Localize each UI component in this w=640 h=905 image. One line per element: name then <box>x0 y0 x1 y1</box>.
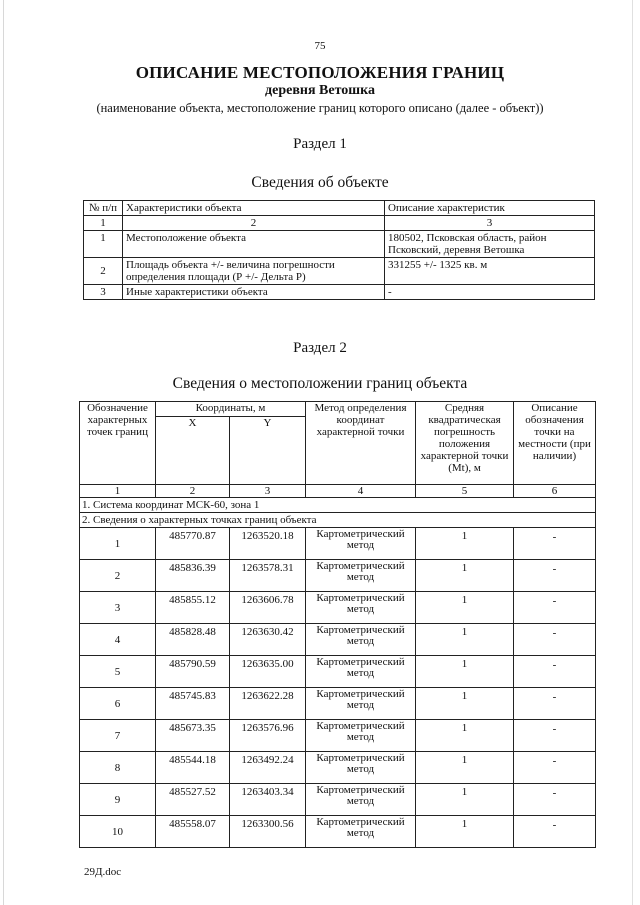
col-number: 1 <box>80 485 156 498</box>
point-x: 485673.35 <box>156 720 230 752</box>
point-x: 485745.83 <box>156 688 230 720</box>
row-value: 180502, Псковская область, район Псковский, деревня Ветошка <box>385 231 595 258</box>
point-error: 1 <box>416 752 514 784</box>
points-heading-row <box>80 513 596 528</box>
point-x: 485527.52 <box>156 784 230 816</box>
table-row <box>80 752 596 784</box>
point-id: 9 <box>80 784 156 816</box>
row-no: 1 <box>84 231 123 258</box>
point-y: 1263492.24 <box>230 752 306 784</box>
point-y: 1263520.18 <box>230 528 306 560</box>
col-number: 1 <box>84 216 123 231</box>
point-error: 1 <box>416 816 514 848</box>
header-description: Описание характеристик <box>385 201 595 216</box>
col-number: 5 <box>416 485 514 498</box>
point-error: 1 <box>416 560 514 592</box>
table-row <box>80 784 596 816</box>
col-number: 3 <box>230 485 306 498</box>
point-x: 485828.48 <box>156 624 230 656</box>
header-no: № п/п <box>84 201 123 216</box>
table-row <box>80 560 596 592</box>
header-point-description: Описание обозначения точки на местности (при наличии) <box>514 402 596 485</box>
row-value: 331255 +/- 1325 кв. м <box>385 258 595 285</box>
col-number: 6 <box>514 485 596 498</box>
table-row <box>80 688 596 720</box>
point-x: 485544.18 <box>156 752 230 784</box>
point-y: 1263300.56 <box>230 816 306 848</box>
points-body <box>80 528 596 848</box>
point-description: - <box>514 816 596 848</box>
col-number: 2 <box>156 485 230 498</box>
table-row <box>84 258 595 285</box>
table-row <box>80 816 596 848</box>
point-x: 485836.39 <box>156 560 230 592</box>
row-no: 3 <box>84 285 123 300</box>
row-value: - <box>385 285 595 300</box>
point-error: 1 <box>416 720 514 752</box>
point-method: Картометрический метод <box>306 784 416 816</box>
point-x: 485558.07 <box>156 816 230 848</box>
point-error: 1 <box>416 528 514 560</box>
point-error: 1 <box>416 784 514 816</box>
point-description: - <box>514 688 596 720</box>
point-x: 485855.12 <box>156 592 230 624</box>
col-number: 2 <box>123 216 385 231</box>
point-method: Картометрический метод <box>306 688 416 720</box>
point-y: 1263630.42 <box>230 624 306 656</box>
table-row <box>80 656 596 688</box>
object-info-table <box>83 200 595 300</box>
row-name: Иные характеристики объекта <box>123 285 385 300</box>
col-number: 3 <box>385 216 595 231</box>
point-description: - <box>514 656 596 688</box>
header-y: Y <box>230 417 306 485</box>
point-y: 1263403.34 <box>230 784 306 816</box>
header-coordinates: Координаты, м <box>156 402 306 417</box>
point-description: - <box>514 720 596 752</box>
point-x: 485790.59 <box>156 656 230 688</box>
point-id: 5 <box>80 656 156 688</box>
point-method: Картометрический метод <box>306 592 416 624</box>
point-method: Картометрический метод <box>306 624 416 656</box>
table-header-row <box>84 201 595 216</box>
col-number: 4 <box>306 485 416 498</box>
table-row <box>80 720 596 752</box>
point-error: 1 <box>416 688 514 720</box>
point-id: 8 <box>80 752 156 784</box>
point-id: 4 <box>80 624 156 656</box>
point-method: Картометрический метод <box>306 752 416 784</box>
point-description: - <box>514 560 596 592</box>
row-no: 2 <box>84 258 123 285</box>
point-id: 1 <box>80 528 156 560</box>
point-id: 2 <box>80 560 156 592</box>
header-x: X <box>156 417 230 485</box>
coordinate-system: 1. Система координат МСК-60, зона 1 <box>80 498 596 513</box>
point-error: 1 <box>416 624 514 656</box>
document-title: ОПИСАНИЕ МЕСТОПОЛОЖЕНИЯ ГРАНИЦ <box>135 63 505 82</box>
table-number-row <box>80 485 596 498</box>
point-y: 1263635.00 <box>230 656 306 688</box>
header-characteristics: Характеристики объекта <box>123 201 385 216</box>
object-name: деревня Ветошка <box>265 83 375 98</box>
table-row <box>84 231 595 258</box>
page-number: 75 <box>314 40 326 52</box>
point-id: 7 <box>80 720 156 752</box>
point-y: 1263576.96 <box>230 720 306 752</box>
point-error: 1 <box>416 592 514 624</box>
points-heading: 2. Сведения о характерных точках границ объекта <box>80 513 596 528</box>
point-description: - <box>514 624 596 656</box>
table-row <box>84 285 595 300</box>
section1-caption: Сведения об объекте <box>251 174 389 191</box>
point-method: Картометрический метод <box>306 656 416 688</box>
point-error: 1 <box>416 656 514 688</box>
table-row <box>80 624 596 656</box>
boundary-points-table <box>79 401 596 848</box>
coordinate-system-row <box>80 498 596 513</box>
header-point-designation: Обозначение характерных точек границ <box>80 402 156 485</box>
point-id: 3 <box>80 592 156 624</box>
object-note: (наименование объекта, местоположение границ которого описано (далее - объект)) <box>96 101 544 115</box>
table-row <box>80 528 596 560</box>
point-description: - <box>514 752 596 784</box>
point-description: - <box>514 784 596 816</box>
point-method: Картометрический метод <box>306 560 416 592</box>
point-y: 1263578.31 <box>230 560 306 592</box>
point-method: Картометрический метод <box>306 528 416 560</box>
section1-heading: Раздел 1 <box>293 136 347 152</box>
point-x: 485770.87 <box>156 528 230 560</box>
point-y: 1263606.78 <box>230 592 306 624</box>
point-description: - <box>514 528 596 560</box>
row-name: Местоположение объекта <box>123 231 385 258</box>
point-y: 1263622.28 <box>230 688 306 720</box>
table-header-row <box>80 402 596 417</box>
section2-caption: Сведения о местоположении границ объекта <box>172 375 468 392</box>
point-method: Картометрический метод <box>306 816 416 848</box>
table-number-row <box>84 216 595 231</box>
header-error: Средняя квадратическая погрешность положения характерной точки (Mt), м <box>416 402 514 485</box>
point-method: Картометрический метод <box>306 720 416 752</box>
row-name: Площадь объекта +/- величина погрешности определения площади (Р +/- Дельта Р) <box>123 258 385 285</box>
point-id: 10 <box>80 816 156 848</box>
file-name: 29Д.doc <box>84 866 122 878</box>
table-row <box>80 592 596 624</box>
point-description: - <box>514 592 596 624</box>
header-method: Метод определения координат характерной точки <box>306 402 416 485</box>
point-id: 6 <box>80 688 156 720</box>
section2-heading: Раздел 2 <box>293 340 347 356</box>
